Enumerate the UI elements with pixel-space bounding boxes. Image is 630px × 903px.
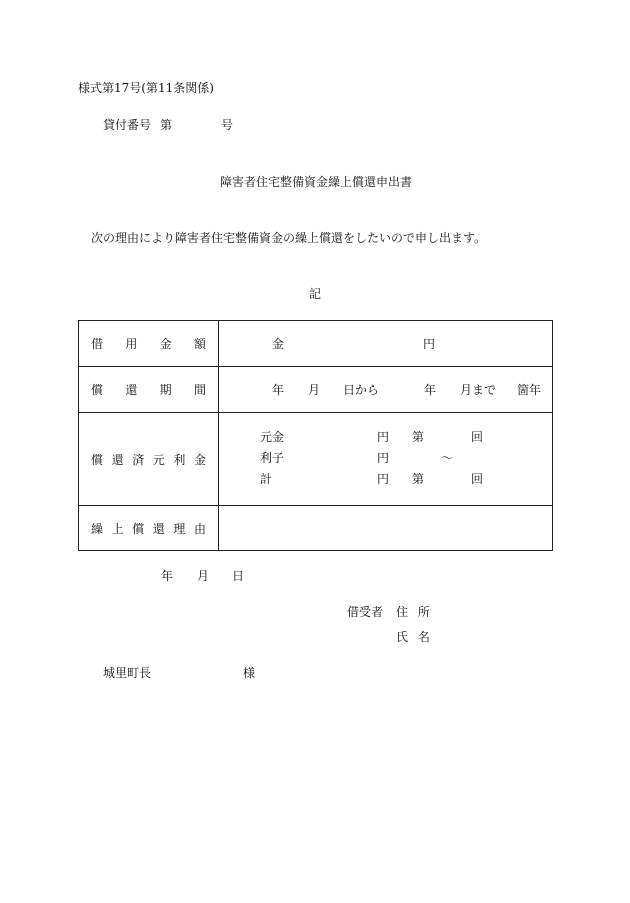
date-month: 月: [197, 569, 210, 583]
year-text: 年: [272, 383, 285, 397]
yen1-text: 円: [377, 430, 390, 444]
from-day-text: 日から: [343, 383, 380, 397]
early-repayment-reason-label: 繰上償還理由: [79, 506, 219, 551]
loan-amount-label: 借用金額: [79, 321, 219, 367]
years-count-text: 箇年: [517, 383, 542, 397]
table-row: [79, 413, 553, 506]
loan-number-suffix: 号: [221, 118, 234, 132]
repayment-period-cell[interactable]: [219, 367, 553, 413]
loan-amount-cell[interactable]: [219, 321, 553, 367]
ki-heading: 記: [309, 287, 322, 301]
table-row: [79, 367, 553, 413]
tilde-text: 〜: [441, 451, 454, 465]
yen3-text: 円: [377, 472, 390, 486]
date-year: 年: [161, 569, 174, 583]
table-row: [79, 506, 553, 551]
table-row: [79, 321, 553, 367]
repaid-principal-interest-label: 償還済元利金: [79, 413, 219, 506]
yen-text: 円: [423, 337, 436, 351]
early-repayment-reason-cell[interactable]: [219, 506, 553, 551]
document-title: 障害者住宅整備資金繰上償還申出書: [220, 175, 413, 189]
statement: 次の理由により障害者住宅整備資金の繰上償還をしたいので申し出ます。: [91, 231, 487, 245]
yen2-text: 円: [377, 451, 390, 465]
kai2-text: 回: [471, 472, 484, 486]
year2-text: 年: [424, 383, 437, 397]
total-text: 計: [260, 472, 273, 486]
dai1-text: 第: [412, 430, 425, 444]
principal-text: 元金: [260, 430, 285, 444]
until-month-text: 月まで: [460, 383, 497, 397]
town-mayor: 城里町長: [103, 666, 152, 680]
repayment-period-label: 償還期間: [79, 367, 219, 413]
loan-number-prefix: 第: [160, 118, 173, 132]
borrower-address: 住 所: [396, 605, 430, 619]
borrower-name: 氏 名: [396, 630, 430, 644]
dai2-text: 第: [412, 472, 425, 486]
repaid-principal-interest-cell[interactable]: [219, 413, 553, 506]
honorific-sama: 様: [243, 666, 256, 680]
kai1-text: 回: [471, 430, 484, 444]
application-table: [78, 320, 553, 551]
date-day: 日: [232, 569, 245, 583]
kin-text: 金: [272, 337, 285, 351]
month-text: 月: [308, 383, 321, 397]
interest-text: 利子: [260, 451, 285, 465]
form-number: 様式第17号(第11条関係): [78, 81, 214, 95]
borrower-label: 借受者: [347, 605, 384, 619]
loan-number-label: 貸付番号: [103, 118, 152, 132]
